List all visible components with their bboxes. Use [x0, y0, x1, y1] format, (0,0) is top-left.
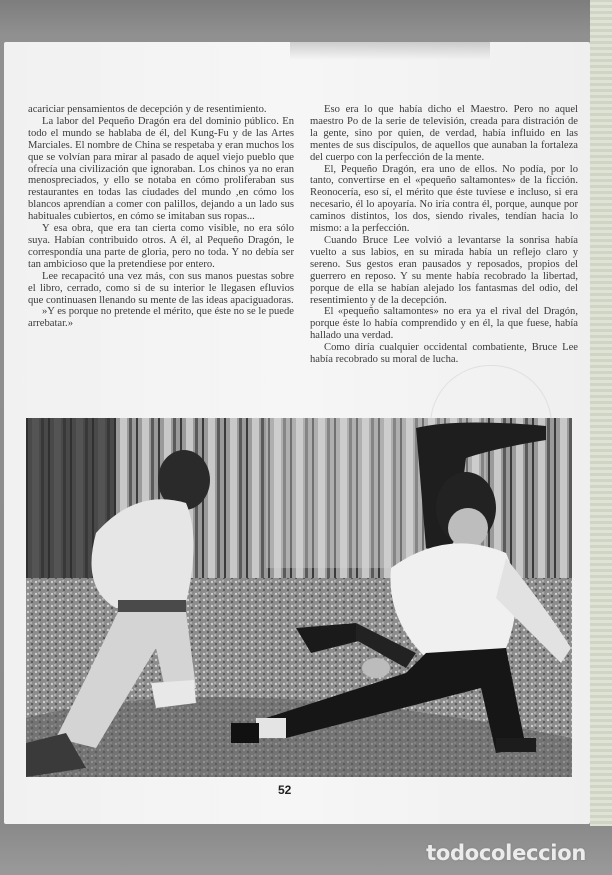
page-fold-shadow — [290, 42, 490, 60]
paragraph: La labor del Pequeño Dragón era del dominio público. En todo el mundo se hablaba de él, del Kung-Fu y de las Artes Marciales. El nombre de China se respetaba y eran muchos los que se volvían para mirar al pasado de aquel viejo pueblo que ofrecía una civilización que ignoraban. Los chinos ya no eran menospreciados, y ello se notaba en cómo proliferaban sus restaurantes en todas las ciudades del mundo ,en cómo los blancos aprendían a comer con palillos, dejando a un lado sus habituales cubiertos, en cómo se imitaban sus ropas... — [28, 115, 294, 223]
martial-arts-photo — [26, 418, 572, 777]
page-number: 52 — [278, 783, 292, 797]
paragraph: El «pequeño saltamontes» no era ya el rival del Dragón, porque éste lo había comprendido y en él, la que fuese, había hallado una verdad. — [310, 306, 578, 342]
paragraph: Lee recapacitó una vez más, con sus manos puestas sobre el libro, cerrado, como si de su interior le llegasen efluvios que continuasen llenando su mente de las ideas apaciguadoras. — [28, 270, 294, 306]
paragraph: Eso era lo que había dicho el Maestro. Pero no aquel maestro Po de la serie de televisión, creada para distración de la gente, sino por quien, de verdad, había influido en las mentes de sus discípulos, de aquellos que aunaban la fortaleza del cuerpo con la perfección de la mente. — [310, 104, 578, 163]
paragraph: acariciar pensamientos de decepción y de resentimiento. — [28, 104, 267, 115]
paragraph: Cuando Bruce Lee volvió a levantarse la sonrisa había vuelto a sus labios, en su mirada había un reflejo claro y sereno. Sus gestos eran pausados y reposados, propios del guerrero en reposo. Y su mente había recobrado la libertad, porque de ella se habían alejado los fantasmas del odio, del resentimiento y de la decepción. — [310, 234, 578, 306]
paragraph: Y esa obra, que era tan cierta como visible, no era sólo suya. Habían contribuido otros. A él, al Pequeño Dragón, le correspondía una parte de gloria, pero no toda. Y no debía ser tan ambicioso que la pretendiese por entero. — [28, 223, 294, 270]
text-column-left — [28, 104, 294, 330]
paragraph: El, Pequeño Dragón, era uno de ellos. No podía, por lo tanto, convertirse en el «pequeño saltamontes» de la ficción. Reonocería, eso sí, el mérito que éste tuviese e incluso, si era necesario, él lo apoyaría. No iría contra él, porque, aunque por caminos distintos, los dos, siendo rivales, tendían hacia lo mismo: a la perfección. — [310, 163, 578, 235]
paragraph: »Y es porque no pretende el mérito, que éste no se le puede arrebatar.» — [28, 306, 294, 330]
background-strip — [590, 0, 612, 875]
paragraph: Como diría cualquier occidental combatiente, Bruce Lee había recobrado su moral de lucha. — [310, 342, 578, 366]
watermark-logo: todocoleccion — [426, 841, 586, 865]
text-column-right — [310, 104, 578, 366]
